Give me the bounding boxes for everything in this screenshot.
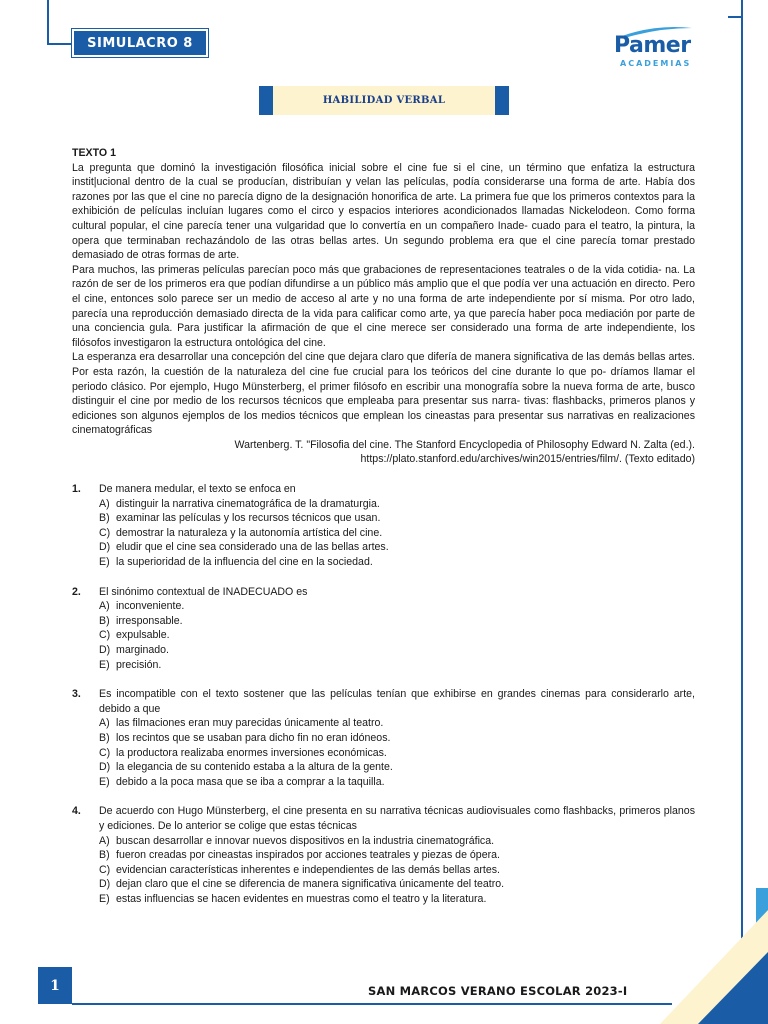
footer-rule (72, 1003, 672, 1005)
option-text: demostrar la naturaleza y la autonomía artística del cine. (116, 526, 383, 539)
option-letter: C) (99, 863, 111, 876)
answer-option (99, 892, 695, 907)
option-letter: B) (99, 849, 110, 862)
option-text: marginado. (116, 644, 169, 656)
question-stem: De manera medular, el texto se enfoca en (99, 483, 296, 496)
option-letter: E) (99, 658, 110, 671)
option-text: precisión. (116, 658, 162, 671)
simulacro-badge: SIMULACRO 8 (72, 29, 208, 57)
question-number: 4. (72, 805, 81, 818)
citation (72, 438, 695, 467)
option-letter: C) (99, 629, 111, 642)
answer-option (99, 877, 695, 892)
option-letter: B) (99, 512, 110, 525)
option-text: irresponsable. (116, 614, 183, 627)
answer-option (99, 848, 695, 863)
option-letter: D) (99, 644, 111, 656)
option-letter: B) (99, 614, 110, 627)
answer-option (99, 628, 695, 643)
answer-option (99, 614, 695, 629)
frame-line-left (47, 0, 49, 44)
question-item (72, 482, 695, 570)
text-paragraph: Para muchos, las primeras películas parecían poco más que grabaciones de representaciones teatrales o de la vida cotidia- na. La razón de ser de los primeros era que podían difundirse a un público más amplio que el que podía ver una actuación en directo. Pero el cine, entonces solo parece ser un medio de acceso al arte y no una forma de arte independiente por sí misma. Por otro lado, parecía una reproducción demasiado directa de la vida para calificar como arte, ya que parecía haber poca mediación por parte de una conciencia gula. Para justificar la afirmación de que el cine merece ser considerado una forma de arte independiente, los filósofos investigaron la estructura ontológica del cine. (72, 263, 695, 349)
frame-line-right (741, 18, 743, 978)
option-letter: D) (99, 761, 111, 774)
citation-url: https://plato.stanford.edu/archives/win2015/entries/film/. (Texto editado) (360, 453, 695, 466)
option-list (99, 599, 695, 672)
section-header-cap-right (495, 86, 509, 115)
answer-option (99, 555, 695, 570)
answer-option (99, 760, 695, 775)
option-text: evidencian características inherentes e independientes de las demás bellas artes. (116, 863, 500, 876)
text-title: TEXTO 1 (72, 147, 116, 159)
frame-line-top (47, 43, 71, 45)
page-number: 1 (38, 967, 72, 1004)
answer-option (99, 526, 695, 541)
citation-line: Wartenberg. T. "Filosofia del cine. The Stanford Encyclopedia of Philosophy Edward N. Zalta (ed.). (234, 438, 695, 451)
question-number: 3. (72, 688, 81, 701)
option-text: dejan claro que el cine se diferencia de manera significativa únicamente del teatro. (116, 878, 505, 891)
answer-option (99, 716, 695, 731)
answer-option (99, 599, 695, 614)
option-letter: E) (99, 775, 110, 788)
option-list (99, 834, 695, 907)
answer-option (99, 731, 695, 746)
option-text: la elegancia de su contenido estaba a la altura de la gente. (116, 761, 393, 774)
answer-option (99, 775, 695, 790)
option-text: los recintos que se usaban para dicho fin no eran idóneos. (116, 731, 391, 744)
option-letter: A) (99, 834, 110, 847)
answer-option (99, 497, 695, 512)
answer-option (99, 540, 695, 555)
question-number: 2. (72, 585, 81, 598)
option-text: eludir que el cine sea considerado una de las bellas artes. (116, 541, 389, 554)
option-letter: A) (99, 497, 110, 510)
question-stem: De acuerdo con Hugo Münsterberg, el cine presenta en su narrativa técnicas audiovisuales como flashbacks, primeros planos y ediciones. De lo anterior se colige que estas técnicas (99, 805, 695, 832)
answer-option (99, 658, 695, 673)
option-letter: A) (99, 600, 110, 613)
section-title: HABILIDAD VERBAL (273, 86, 495, 115)
pamer-logo (612, 26, 696, 74)
option-letter: E) (99, 556, 110, 569)
answer-option (99, 643, 695, 658)
text-paragraph: La esperanza era desarrollar una concepción del cine que dejara claro que difería de manera significativa de las demás bellas artes. Por esta razón, la cuestión de la naturaleza del cine fue crucial para los teóricos del cine durante lo que po- dríamos llamar el periodo clásico. Por ejemplo, Hugo Münsterberg, el primer filósofo en escribir una monografía sobre la nueva forma de arte, busco distinguir el cine por medio de los recursos técnicos que empleaba para presentar sus narra- tivas: flashbacks, primeros planos y ediciones son algunos ejemplos de los medios técnicos que emplean los cineastas para presentar sus narrativas en realizaciones cinematográficas (72, 351, 695, 437)
question-stem: Es incompatible con el texto sostener que las películas tenían que exhibirse en grandes cinemas para considerarlo arte, debido a que (99, 688, 695, 715)
option-text: la productora realizaba enormes inversiones económicas. (116, 746, 387, 759)
option-letter: D) (99, 541, 111, 554)
question-number: 1. (72, 483, 81, 496)
option-letter: C) (99, 526, 111, 539)
footer-title: SAN MARCOS VERANO ESCOLAR 2023-I (368, 984, 628, 998)
document-body (72, 146, 695, 907)
logo-name: Pamer (614, 33, 691, 58)
option-text: inconveniente. (116, 600, 185, 613)
question-item (72, 804, 695, 906)
answer-option (99, 511, 695, 526)
option-list (99, 497, 695, 570)
question-item (72, 687, 695, 789)
section-header-cap-left (259, 86, 273, 115)
option-letter: D) (99, 878, 111, 891)
option-text: debido a la poca masa que se iba a comprar a la taquilla. (116, 775, 385, 788)
questions-list (72, 482, 695, 906)
section-header (259, 86, 509, 115)
answer-option (99, 834, 695, 849)
option-letter: C) (99, 746, 111, 759)
option-text: estas influencias se hacen evidentes en muestras como el teatro y la literatura. (116, 892, 487, 905)
option-list (99, 716, 695, 789)
corner-decoration-icon (660, 910, 768, 1024)
option-letter: E) (99, 892, 110, 905)
question-item (72, 585, 695, 673)
option-text: expulsable. (116, 629, 170, 642)
question-stem: El sinónimo contextual de INADECUADO es (99, 585, 308, 598)
text-paragraph: La pregunta que dominó la investigación filosófica inicial sobre el cine fue si el cine, un término que enfatiza la estructura instit|ucional dentro de la cual se producían, distribuían y velan las películas, podía considerarse una forma de arte. Había dos razones por las que el cine no parecía digno de la designación honorifica de arte. La primera fue que los primeros contextos para la exhibición de películas incluían lugares como el circo y espacios interiores acondicionados llamadas Nickelodeon. Como forma cultural popular, el cine parecía tener una vulgaridad que lo convertía en un compañero Inade- cuado para el teatro, la pintura, la opera que terminaban rechazándolo de las otras bellas artes. Un segundo problema era que el cine parecía tomar prestado demasiado de otras formas de arte. (72, 161, 695, 262)
option-text: fueron creadas por cineastas inspirados por acciones teatrales y piezas de ópera. (116, 849, 500, 862)
logo-subtitle: ACADEMIAS (620, 59, 692, 68)
option-text: buscan desarrollar e innovar nuevos dispositivos en la industria cinematográfica. (116, 834, 495, 847)
option-text: la superioridad de la influencia del cine en la sociedad. (116, 556, 373, 569)
option-letter: A) (99, 717, 110, 730)
option-letter: B) (99, 731, 110, 744)
option-text: examinar las películas y los recursos técnicos que usan. (116, 512, 381, 525)
option-text: las filmaciones eran muy parecidas únicamente al teatro. (116, 717, 384, 730)
option-text: distinguir la narrativa cinematográfica de la dramaturgia. (116, 497, 380, 510)
answer-option (99, 863, 695, 878)
answer-option (99, 746, 695, 761)
